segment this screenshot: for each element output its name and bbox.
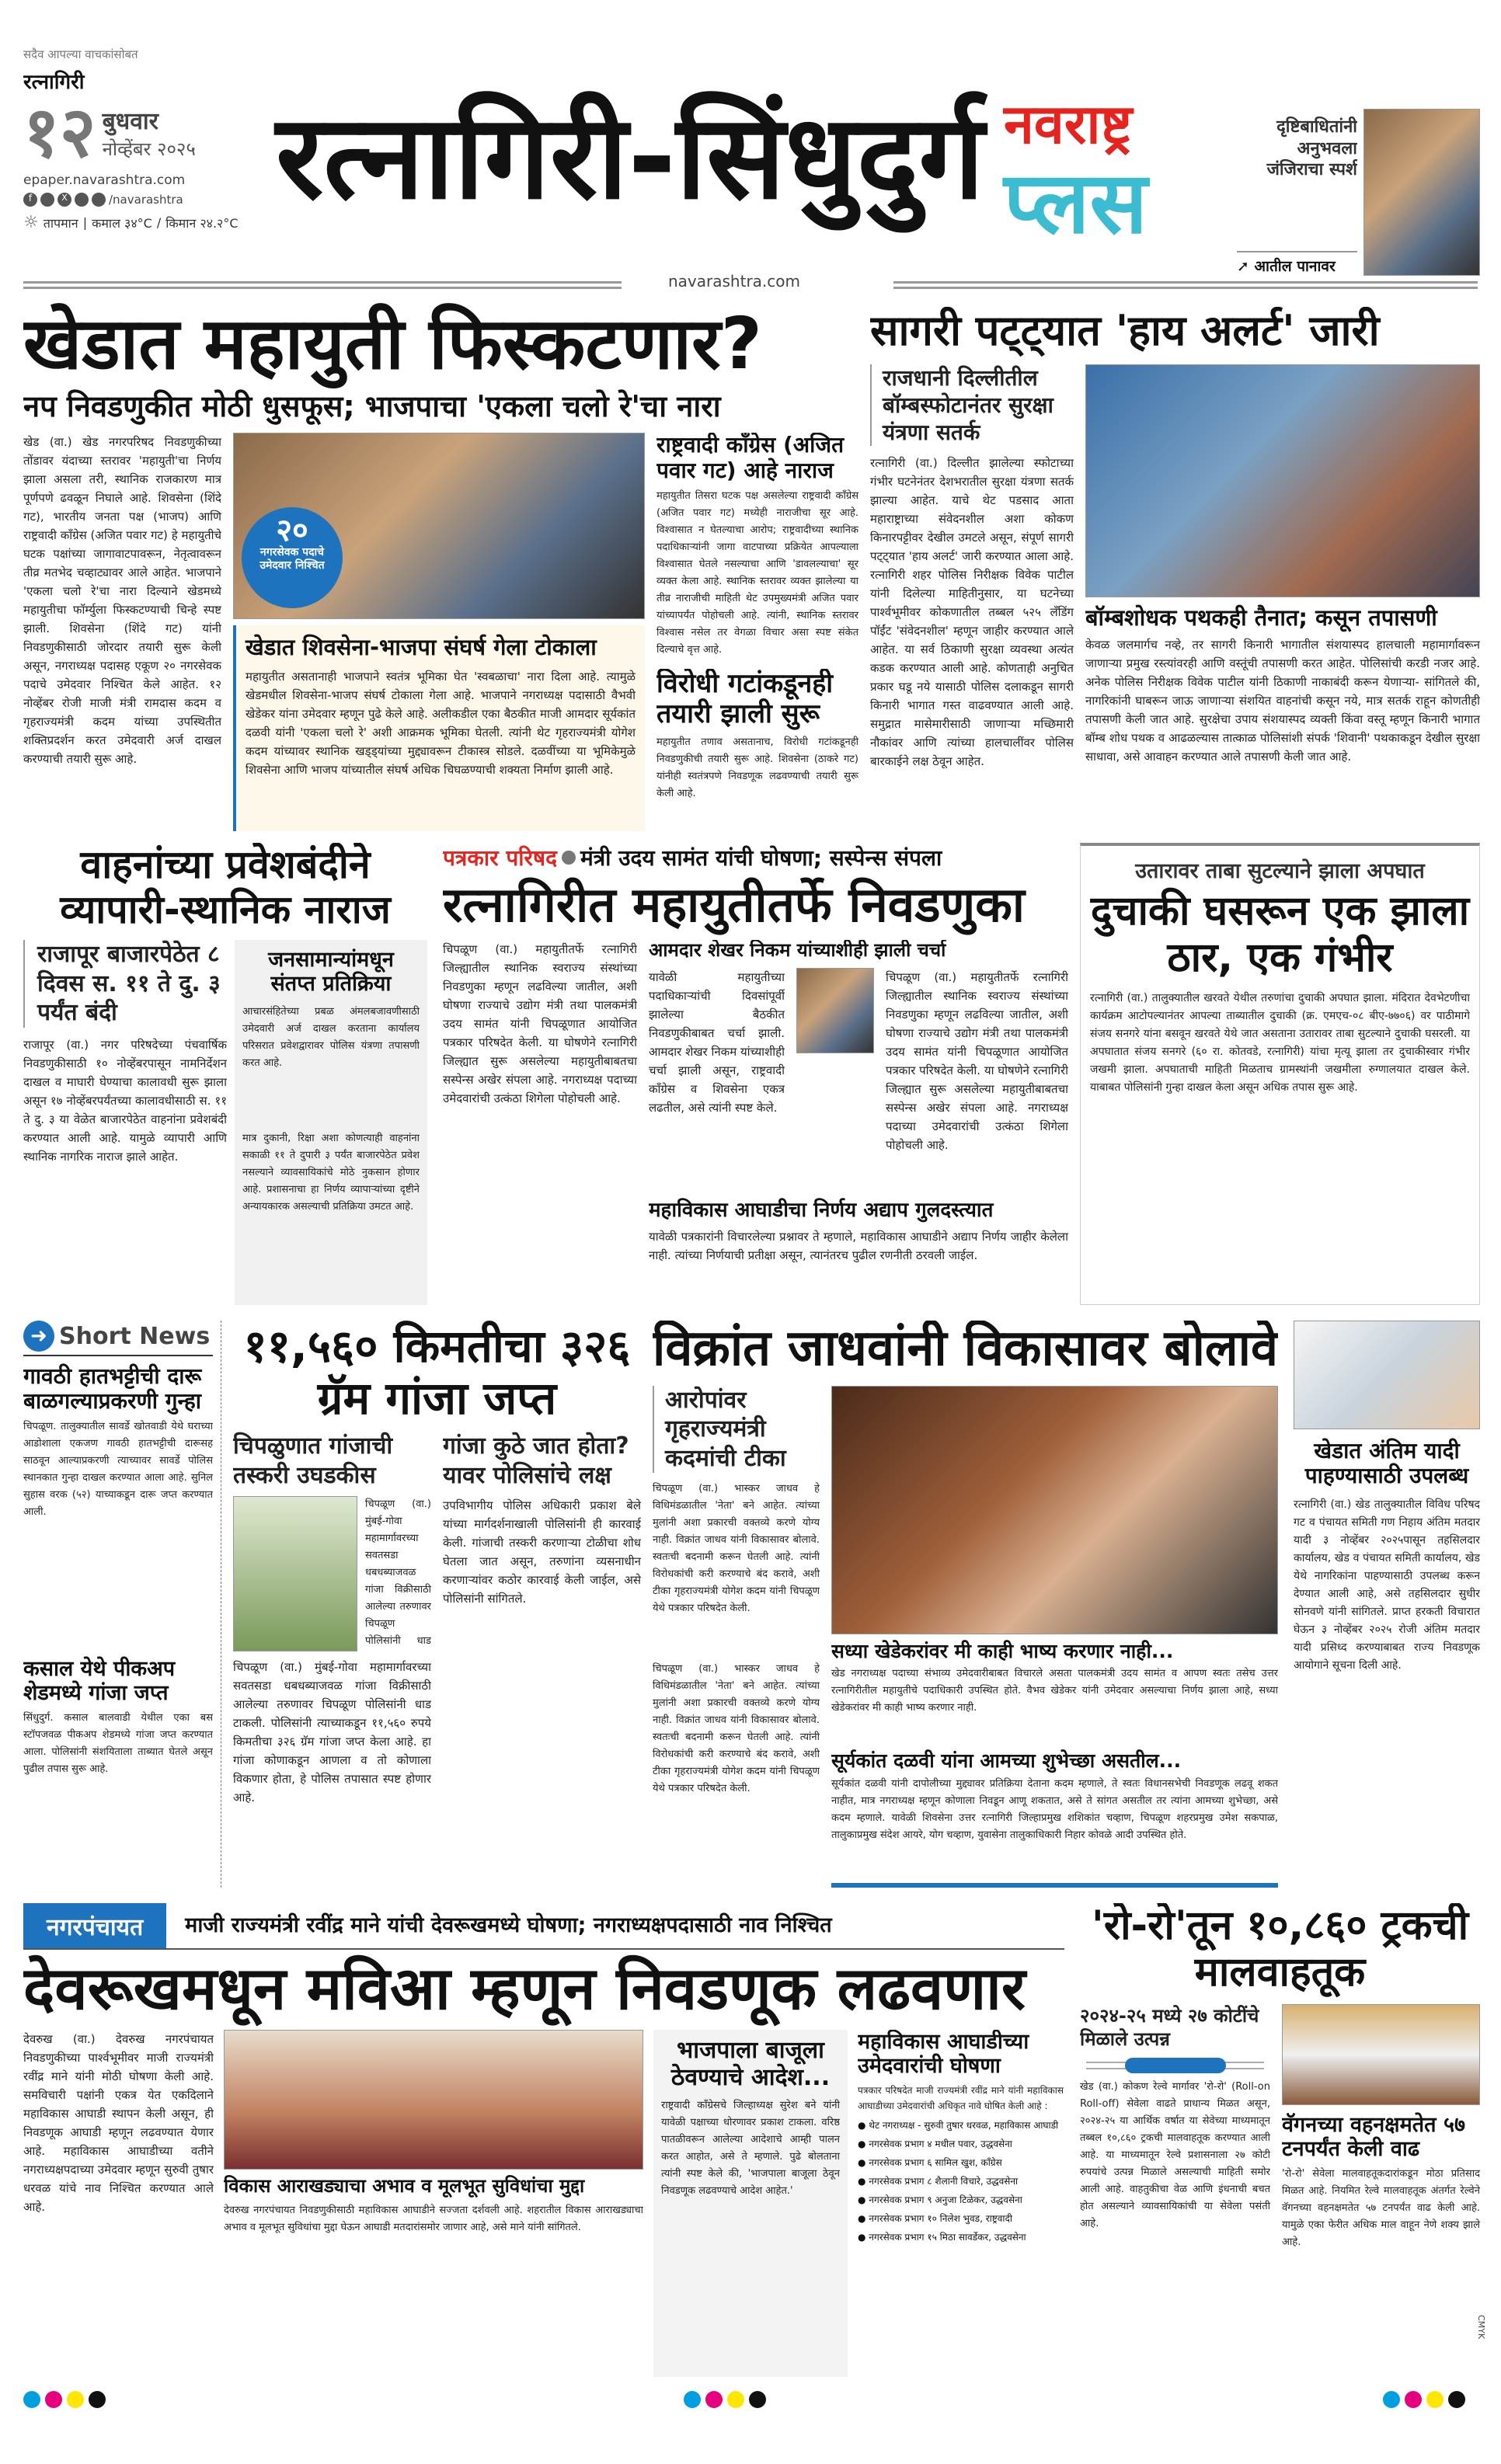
roro-rule [1086, 2062, 1264, 2069]
mva-candidates [858, 2030, 1064, 2377]
registration-dot [705, 2391, 723, 2408]
ganja-photo [233, 1496, 357, 1651]
ratnagiri-story [443, 843, 1068, 1305]
registration-dot [23, 2391, 40, 2408]
opposition-body: महायुतीत तणाव असतानाच, विरोधी गटांकडूनही निवडणुकीची तयारी सुरू आहे. शिवसेना (ठाकरे गट) यांनीही स्वतंत्रपणे निवडणूक लढवण्याची तयारी सुरू केली आहे. [656, 736, 858, 799]
roro-story [1080, 1903, 1480, 2377]
rajapur-box-item: मात्र दुकानी, रिक्षा अशा कोणत्याही वाहनांना सकाळी ११ ते दुपारी ३ पर्यंत बाजारपेठेत प्रवेश नसल्याने व्यावसायिकांचे मोठे नुकसान होणार आहे. प्रशासनाचा हा निर्णय व्यापाऱ्यांच्या दृष्टीने अन्यायकारक असल्याची प्रतिक्रिया उमटत आहे. [242, 1133, 420, 1213]
mva-candidates-headline: महाविकास आघाडीच्या उमेदवारांची घोषणा [858, 2030, 1029, 2079]
candidate-item: ● नगरसेवक प्रभाग ४ मधील पवार, उद्धवसेना [858, 2139, 1012, 2150]
registration-dot [45, 2391, 62, 2408]
temp-min: किमान २४.२°C [165, 215, 239, 231]
social-links [23, 193, 272, 207]
bomb-squad-body: केवळ जलमार्गच नव्हे, तर सागरी किनारी भागातील संशयास्पद हालचाली महामार्गावरून जाणाऱ्या प्रमुख रस्त्यांवरही आणि वस्तूंची तपासणी करत आहेत. पोलिसांची करडी नजर आहे. अनेक पोलिस निरीक्षक विवेक पाटील यांनी ठिकाणी नाकाबंदी करून येणाऱ्या- सांगितले की, नागरिकांनी घाबरून जाऊ जाणाऱ्या संशयित वाहनांची कसून नये, मात्र सतर्क राहून कोणतीही तपासणी केली जात आहे. सुरक्षेचा उपाय संशयास्पद व्यक्ती किंवा वस्तू म्हणून किनारी भागात बॉम्ब शोध पथक व आढळल्यास तात्काळ पोलिसांशी संपर्क 'शिवानी' पथकाकडून देखील सुरक्षा साधावा, असे आवाहन करण्यात आले तपासणी केली जात आहे. [1085, 638, 1480, 764]
wagon-body: 'रो-रो' सेवेला मालवाहतूकदारांकडून मोठा प्रतिसाद मिळत आहे. नियमित रेल्वे मालवाहतूक अंतर्गत रेल्वेने वॅगनच्या वहनक्षमतेत ५७ टनपर्यंत वाढ केली आहे. यामुळे एका फेरीत अधिक माल वाहून नेणे शक्य झाले आहे. [1282, 2167, 1480, 2248]
rajapur-kicker: राजापूर बाजारपेठेत ८ दिवस स. ११ ते दु. ३ पर्यंत बंदी [37, 941, 221, 1026]
registration-dot [1426, 2391, 1444, 2408]
registration-dots-center [684, 2391, 771, 2411]
devrukh-story [23, 1903, 1064, 2377]
accident-box [1080, 843, 1480, 1305]
rajapur-kicker-block [23, 940, 227, 1028]
ncp-body: महायुतीत तिसरा घटक पक्ष असलेल्या राष्ट्रवादी काँग्रेस (अजित पवार गट) मध्येही नाराजीचा सूर आहे. विश्वासात न घेतल्याचा आरोप; राष्ट्रवादीच्या स्थानिक पदाधिकाऱ्यांनी जागा वाटपाच्या प्रक्रियेत आपल्याला विश्वासात घेतले नसल्याचा आणि 'डावलल्याचा' सूर व्यक्त केला आहे. स्थानिक स्तरावर व्यक्त झालेल्या या तीव्र नाराजीची माहिती थेट उपमुख्यमंत्री अजित पवार यांच्यापर्यंत पोहोचली आहे. त्यांनी, स्थानिक स्तरावर विश्वास नसेल तर वेगळा विचार असा स्पष्ट संकेत दिल्याचे वृत्त आहे. [656, 489, 858, 656]
devrukh-caption-body: देवरुख नगरपंचायत निवडणुकीसाठी महाविकास आघाडीने सज्जता दर्शवली आहे. शहरातील विकास आराखड्याचा अभाव व मूलभूत सुविधांचा मुद्दा घेऊन आघाडी मतदारांसमोर जाणार आहे, असे माने यांनी सांगितले. [224, 2204, 643, 2233]
lead-box-headline: खेडात शिवसेना-भाजपा संघर्ष गेला टोकाला [246, 634, 597, 661]
candidate-item: ● नगरसेवक प्रभाग १० निलेश भुवड, राष्ट्रवादी [858, 2213, 1012, 2225]
lead-body: खेड (वा.) खेड नगरपरिषद निवडणुकीच्या तोंडावर यंदाच्या स्तरावर 'महायुती'चा निर्णय झाला असला तरी, स्थानिक राजकारण मात्र पूर्णपणे ढवळून निघाले आहे. शिवसेना (शिंदे गट), भारतीय जनता पक्ष (भाजप) आणि राष्ट्रवादी काँग्रेस (अजित पवार गट) हे महायुतीचे घटक पक्षांच्या जागावाटपावरून, नेतृत्वावरून तीव्र मतभेद चव्हाट्यावर आले आहेत. भाजपाने 'एकला चलो रे'चा नारा दिल्याने खेडमध्ये महायुतीचा फॉर्म्युला फिस्कटण्याची चिन्हे स्पष्ट झाली. शिवसेना (शिंदे गट) यांनी निवडणुकीसाठी जोरदार तयारी सुरू केली असून, नगराध्यक्ष पदासह एकूण २० नगरसेवक पदाचे उमेदवार निश्चित केले आहेत. १२ नोव्हेंबर रोजी माजी मंत्री रामदास कदम व गृहराज्यमंत्री कदम यांच्या उपस्थितीत शक्तिप्रदर्शन करत उमेदवारी अर्ज दाखल करण्याची तयारी सुरू आहे. [23, 435, 221, 767]
coastal-story [870, 307, 1480, 831]
ganja-sub-1: चिपळुणात गांजाची तस्करी उघडकीस [233, 1432, 393, 1489]
lead-box-body: महायुतीत असतानाही भाजपाने स्वतंत्र भूमिका घेत 'स्वबळाचा' नारा दिला आहे. त्यामुळे खेडमधील शिवसेना-भाजप संघर्ष टोकाला गेला आहे. भाजपाने नगराध्यक्ष पदासाठी वैभवी खेडेकर यांना उमेदवार म्हणून पुढे केले आहे. अलीकडील एका बैठकीत माजी आमदार सूर्यकांत दळवी यांनी 'एकला चलो रे' अशी आक्रमक भूमिका घेतली. त्यांनी थेट गृहराज्यमंत्री योगेश कदम यांच्यावर स्थानिक खड्ड्यांच्या मुद्द्यावरून टीकास्त्र सोडले. दळवींच्या या भूमिकेमुळे शिवसेना आणि भाजप यांच्यातील संघर्ष अधिक चिघळण्याची शक्यता निर्माण झाली आहे. [246, 669, 636, 777]
candidates-badge [242, 507, 343, 608]
devrukh-headline: देवरूखमधून मविआ म्हणून निवडणूक लढवणार [23, 1954, 1026, 2023]
brand-bottom: प्लस [1004, 152, 1148, 252]
coastal-kicker: राजधानी दिल्लीतील बॉम्बस्फोटानंतर सुरक्षा यंत्रणा सतर्क [883, 365, 1053, 446]
lead-headline: खेडात महायुती फिस्कटणार? [23, 303, 763, 385]
short-news-column [23, 1321, 221, 1888]
devrukh-kicker-row [23, 1903, 1064, 1950]
teaser-ref[interactable] [1237, 251, 1357, 276]
vikrant-kicker-block [653, 1386, 820, 1474]
arrow-circle-icon: ➚ [1237, 258, 1255, 275]
accident-headline: दुचाकी घसरून एक झाला ठार, एक गंभीर [1090, 888, 1470, 981]
lead-subhead: नप निवडणुकीत मोठी धुसफूस; भाजपाचा 'एकला चलो रे'चा नारा [23, 388, 721, 423]
vikrant-body: चिपळूण (वा.) भास्कर जाधव हे विधिमंडळातील 'नेता' बने आहेत. त्यांच्या मुलांनी अशा प्रकारची वक्तव्ये करणे योग्य नाही. विक्रांत जाधव यांनी विकासावर बोलावे. स्वतःची बदनामी करून घेतली आहे. त्यांनी विरोधकांची करी करण्याचे बंद करावे, अशी टीका गृहराज्यमंत्री योगेश कदम यांनी चिपळूण येथे पत्रकार परिषदेत केली. [653, 1483, 820, 1615]
edition-city: रत्नागिरी [23, 71, 85, 94]
site-url[interactable]: navarashtra.com [668, 272, 800, 291]
voter-list-illustration [1294, 1321, 1480, 1429]
accident-kicker: उतारावर ताबा सुटल्याने झाला अपघात [1135, 859, 1425, 883]
ratnagiri-headline: रत्नागिरीत महायुतीतर्फे निवडणुका [443, 876, 1025, 933]
candidate-list [858, 2114, 1064, 2377]
blue-rule [831, 1883, 1278, 1888]
candidate-item: ● नगरसेवक प्रभाग १५ मिठा सावर्डेकर, उद्धवसेना [858, 2232, 1026, 2243]
vikrant-kicker: आरोपांवर गृहराज्यमंत्री कदमांची टीका [665, 1386, 786, 1472]
weather-sun-cloud-icon: ☼ [23, 213, 39, 232]
badge-text: नगरसेवक पदाचे उमेदवार निश्चित [259, 546, 325, 572]
epaper-link[interactable]: epaper.navarashtra.com [23, 172, 186, 188]
badge-number: २० [276, 513, 308, 549]
registration-dots-right [1383, 2391, 1470, 2411]
rajapur-story [23, 843, 427, 1305]
press-conference-label: पत्रकार परिषद [443, 845, 557, 871]
registration-dot [1405, 2391, 1422, 2408]
cmyk-mark: CMYK [1476, 2315, 1486, 2340]
devrukh-kicker: माजी राज्यमंत्री रवींद्र माने यांची देवरूखमध्ये घोषणा; नगराध्यक्षपदासाठी नाव निश्चित [185, 1913, 832, 1938]
vikrant-photo [831, 1386, 1278, 1634]
vikrant-headline: विक्रांत जाधवांनी विकासावर बोलावे [653, 1321, 1278, 1377]
date-day: १२ [23, 92, 96, 173]
ratnagiri-body: चिपळूण (वा.) महायुतीतर्फे रत्नागिरी जिल्ह्यातील स्थानिक स्वराज्य संस्थांच्या निवडणुका म्हणून लढविल्या जातील, अशी घोषणा राज्याचे उद्योग मंत्री तथा पालकमंत्री उदय सामंत यांनी चिपळूणात आयोजित पत्रकार परिषदेत केली. या घोषणेने रत्नागिरी जिल्ह्यात सुरू असलेल्या महायुतीबाबतचा सस्पेन्स अखेर संपला आहे. नगराध्यक्ष पदाच्या उमेदवारांची उत्कंठा शिगेला पोहोचली आहे. [443, 942, 637, 1106]
rajapur-headline: वाहनांच्या प्रवेशबंदीने व्यापारी-स्थानिक नाराज [60, 843, 391, 932]
coastal-photo [1085, 364, 1480, 597]
coastal-headline: सागरी पट्ट्यात 'हाय अलर्ट' जारी [870, 307, 1380, 355]
mva-pending-headline: महाविकास आघाडीचा निर्णय अद्याप गुलदस्त्यात [649, 1199, 994, 1223]
linkedin-icon[interactable] [92, 193, 106, 207]
rajapur-box [235, 940, 427, 1305]
candidate-item: ● नगरसेवक प्रभाग ९ अनुजा टिळेकर, उद्धवसेना [858, 2194, 1022, 2206]
arrow-right-icon: ➜ [23, 1321, 54, 1352]
ganja-body-2: उपविभागीय पोलिस अधिकारी प्रकाश बेले यांच्या मार्गदर्शनाखाली पोलिसांनी ही कारवाई केली. गांजाची तस्करी करणाऱ्या टोळीचा शोध घेतला जात असून, तरुणांना व्यसनाधीन करणाऱ्यांवर कठोर कारवाई केली जाईल, असे पोलिसांनी सांगितले. [443, 1498, 641, 1606]
devrukh-body: देवरुख (वा.) देवरुख नगरपंचायत निवडणुकीच्या पार्श्वभूमीवर माजी राज्यमंत्री रवींद्र माने यांनी मोठी घोषणा केली आहे. समविचारी पक्षांनी एकत्र येत एकदिलाने महाविकास आघाडी स्थापन केली असून, ही निवडणूक आघाडी म्हणून लढवण्यात येणार आहे. महाविकास आघाडीच्या वतीने नगराध्यक्षपदाच्या उमेदवार म्हणून सुरुवी तुषार धरवळ यांचे नाव निश्चित करण्यात आले आहे. [23, 2032, 214, 2215]
roro-body: खेड (वा.) कोकण रेल्वे मार्गावर 'रो-रो' (Roll-on Roll-off) सेवेला वाढते प्राधान्य मिळत असून, २०२४-२५ या आर्थिक वर्षात या सेवेच्या माध्यमातून तब्बल १०,८६० ट्रकची मालवाहतूक करण्यात आली आहे. या माध्यमातून रेल्वे प्रशासनाला २७ कोटी रुपयांचे उत्पन्न मिळाले असल्याची माहिती समोर आली आहे. वाहतुकीचा वेळ आणि इंधनाची बचत होत असल्याने व्यावसायिकांची या सेवेला पसंती आहे. [1080, 2080, 1270, 2229]
lead-box [233, 625, 645, 831]
ganja-story [233, 1321, 641, 1888]
month-year: नोव्हेंबर २०२५ [102, 138, 196, 160]
teaser-text[interactable]: दृष्टिबाधितांनी अनुभवला जंजिराचा स्पर्श [1266, 117, 1357, 179]
ganja-headline: ११,५६० किमतीचा ३२६ ग्रॅम गांजा जप्त [243, 1321, 631, 1425]
short-news-headline-2: कसाल येथे पीकअप शेडमध्ये गांजा जप्त [23, 1656, 176, 1705]
social-handle: /navarashtra [109, 193, 183, 207]
roro-headline: 'रो-रो'तून १०,८६० ट्रकची मालवाहतूक [1091, 1903, 1469, 1996]
weather-label: तापमान [43, 215, 78, 231]
candidate-item: ● नगरसेवक प्रभाग ८ शैलानी विचारे, उद्धवसेना [858, 2176, 1019, 2187]
nikam-body-cont: चिपळूण (वा.) महायुतीतर्फे रत्नागिरी जिल्ह्यातील स्थानिक स्वराज्य संस्थांच्या निवडणुका म्हणून लढविल्या जातील, अशी घोषणा राज्याचे उद्योग मंत्री तथा पालकमंत्री उदय सामंत यांनी चिपळूणात आयोजित पत्रकार परिषदेत केली. या घोषणेने रत्नागिरी जिल्ह्यात सुरू असलेल्या महायुतीबाबतचा सस्पेन्स अखेर संपला आहे. नगराध्यक्ष पदाच्या उमेदवारांची उत्कंठा शिगेला पोहोचली आहे. [886, 969, 1068, 1152]
weekday: बुधवार [102, 108, 158, 135]
masthead-rule-left [23, 281, 622, 289]
khedekar-headline: सध्या खेडेकरांवर मी काही भाष्य करणार नाही... [831, 1639, 1174, 1662]
vikrant-story [653, 1321, 1278, 1888]
masthead-rule-right [893, 281, 1478, 289]
registration-dot [89, 2391, 106, 2408]
coastal-kicker-block [870, 364, 1074, 446]
ganja-body: चिपळूण (वा.) मुंबई-गोवा महामार्गावरच्या सवतसडा धबधब्याजवळ गांजा विक्रीसाठी आलेल्या तरुणावर चिपळूण पोलिसांनी धाड टाकली. पोलिसांनी त्याच्याकडून ११,५६० रुपये किमतीचा ३२६ ग्रॅम गांजा जप्त केला आहे. हा गांजा कोणाकडून आणला व तो कोणाला विकणार होता, हे पोलिस तपासात स्पष्ट होणार आहे. [233, 1660, 431, 1805]
registration-dot [684, 2391, 701, 2408]
ncp-headline: राष्ट्रवादी काँग्रेस (अजित पवार गट) आहे नाराज [656, 433, 845, 483]
tagline: सदैव आपल्या वाचकांसोबत [23, 47, 138, 61]
bjp-aside-headline: भाजपाला बाजूला ठेवण्याचे आदेश... [670, 2037, 831, 2091]
registration-dot [727, 2391, 744, 2408]
brand-top: नवराष्ट्र [1004, 92, 1133, 156]
vikrant-body-cont: चिपळूण (वा.) भास्कर जाधव हे विधिमंडळातील 'नेता' बने आहेत. त्यांच्या मुलांनी अशा प्रकारची वक्तव्ये करणे योग्य नाही. विक्रांत जाधव यांनी विकासावर बोलावे. स्वतःची बदनामी करून घेतली आहे. त्यांनी विरोधकांची करी करण्याचे बंद करावे, अशी टीका गृहराज्यमंत्री योगेश कदम यांनी चिपळूण येथे पत्रकार परिषदेत केली. [653, 1663, 820, 1795]
bjp-aside-body: राष्ट्रवादी काँग्रेसचे जिल्हाध्यक्ष सुरेश बने यांनी यावेळी पक्षाच्या धोरणावर प्रकाश टाकला. वरिष्ठ पातळीवरून आलेल्या आदेशाचे आम्ही पालन करत आहोत, असे ते म्हणाले. पुढे बोलताना त्यांनी स्पष्ट केले की, 'भाजपाला बाजूला ठेवून निवडणूक लढवण्याचे आदेश आहेत.' [661, 2100, 840, 2198]
short-news-headline: गावठी हातभट्टीची दारू बाळगल्याप्रकरणी गुन्हा [23, 1363, 202, 1415]
mva-candidates-intro: पत्रकार परिषदेत माजी राज्यमंत्री रवींद्र माने यांनी महाविकास आघाडीच्या उमेदवारांची अधिकृत नावे घोषित केली आहे : [858, 2085, 1064, 2112]
opposition-headline: विरोधी गटांकडूनही तयारी झाली सुरू [656, 668, 834, 729]
ncp-story [656, 433, 858, 660]
rajapur-body: राजापूर (वा.) नगर परिषदेच्या पंचवार्षिक निवडणुकीसाठी १० नोव्हेंबरपासून नामनिर्देशन दाखल व माघारी घेण्याचा कालावधी सुरू झाला असून १७ नोव्हेंबरपर्यंतच्या कालावधीसाठी स. ११ ते दु. ३ या वेळेत बाजारपेठेत वाहनांना प्रवेशबंदी करण्यात आली आहे. यामुळे व्यापारी आणि स्थानिक नागरिक नाराज झाले आहेत. [23, 1037, 227, 1164]
devrukh-group-photo [224, 2030, 643, 2170]
ratnagiri-kicker-row [443, 843, 1068, 872]
bullet-icon [562, 851, 576, 865]
dalvi-headline: सूर्यकांत दळवी यांना आमच्या शुभेच्छा असतील... [831, 1749, 1182, 1773]
ratnagiri-kicker: मंत्री उदय सामंत यांची घोषणा; सस्पेन्स संपला [580, 845, 942, 871]
lead-story [23, 303, 858, 831]
accident-body: रत्नागिरी (वा.) तालुक्यातील खरवते येथील तरुणांचा दुचाकी अपघात झाला. मंदिरात देवभेटणीचा कार्यक्रम आटोपल्यानंतर आपल्या ताब्यातील दुचाकी (क्र. एमएच-०८ बीए-७७०६) वर पाठीमागे संजय सनगरे यांना बसवून खरवते येथे जात असताना उतारावर ताबा सुटल्याने दुचाकी घसरली. या अपघातात संजय सनगरे (६० रा. कोतवडे, रत्नागिरी) यांचा मृत्यू झाला तर दुचाकीस्वार गंभीर जखमी झाला. अपघाताची माहिती मिळताच ग्रामस्थांनी जखमीला रुग्णालयात दाखल केले. याबाबत पोलिसांनी गुन्हा दाखल केला असून अधिक तपास सुरू आहे. [1090, 991, 1470, 1094]
dalvi-body: सूर्यकांत दळवी यांनी दापोलीच्या मुद्द्यावर प्रतिक्रिया देताना कदम म्हणाले, ते स्वतः विधानसभेची निवडणूक लढवू शकत नाहीत, मात्र नगराध्यक्ष म्हणून कोणाला निवडून आणू शकतात, असे ते सांगत असतील तर त्यांना आमच्या शुभेच्छा, असे कदम म्हणाले. यावेळी शिवसेना उत्तर रत्नागिरी जिल्हाप्रमुख शशिकांत चव्हाण, चिपळूण शहरप्रमुख उमेश सकपाळ, तालुकाप्रमुख संदेश आयरे, योग चव्हाण, युवासेना तालुकाधिकारी निहार कोवळे आदी उपस्थित होते. [831, 1778, 1278, 1842]
nikam-photo [796, 968, 874, 1053]
nikam-headline: आमदार शेखर निकम यांच्याशीही झाली चर्चा [649, 940, 946, 962]
weather: ☼ तापमान | कमाल ३४°C / किमान २४.२°C [23, 213, 239, 232]
nagarpanchayat-label: नगरपंचायत [23, 1903, 166, 1948]
teaser-ref-label: आतील पानावर [1254, 258, 1336, 275]
opposition-story [656, 669, 858, 831]
temp-max: कमाल ३४°C [92, 215, 152, 231]
short-news-body: चिपळूण. तालुक्यातील सावर्डे खोतवाडी येथे घराच्या आडोशाला एकजण गावठी हातभट्टीची दारूसह साठवून आल्याप्रकरणी त्याच्यावर सावर्डे पोलिस स्थानकात गुन्हा दाखल करण्यात आला आहे. सुनिल सुहास वरक (५२) याच्याकडून दारू जप्त करण्यात आली. [23, 1421, 213, 1519]
ganja-body-top: चिपळूण (वा.) मुंबई-गोवा महामार्गावरच्या सवतसडा धबधब्याजवळ गांजा विक्रीसाठी आलेल्या तरुणावर चिपळूण पोलिसांनी धाड [365, 1498, 431, 1648]
devrukh-caption-headline: विकास आराखड्याचा अभाव व मूलभूत सुविधांचा मुद्दा [224, 2175, 585, 2198]
brand-logo [1004, 93, 1221, 250]
candidate-item: ● नगरसेवक प्रभाग ६ सामिल खुश, काँग्रेस [858, 2157, 1002, 2169]
teaser-photo[interactable] [1363, 109, 1480, 276]
wagon-headline: वॅगनच्या वहनक्षमतेत ५७ टनपर्यंत केली वाढ [1282, 2112, 1466, 2161]
registration-dot [1383, 2391, 1400, 2408]
lead-photo-politicians [233, 433, 645, 619]
khed-list-headline: खेडात अंतिम यादी पाहण्यासाठी उपलब्ध [1304, 1438, 1469, 1489]
registration-dot [749, 2391, 766, 2408]
short-news-body-2: सिंधुदुर्ग. कसाल बालवाडी येथील एका बस स्टॉपजवळ पीकअप शेडमध्ये गांजा जप्त करण्यात आला. पोलिसांनी संशयिताला ताब्यात घेतले असून पुढील तपास सुरू आहे. [23, 1711, 213, 1775]
x-icon[interactable]: X [57, 193, 71, 207]
teaser-block [1237, 117, 1357, 276]
registration-dots-left [23, 2391, 110, 2411]
masthead-left [23, 47, 272, 280]
short-news-label: Short News [59, 1322, 211, 1350]
youtube-icon[interactable] [75, 193, 89, 207]
roro-kicker: २०२४-२५ मध्ये २७ कोटींचे मिळाले उत्पन्न [1080, 2004, 1259, 2050]
rajapur-box-item: आचारसंहितेच्या प्रबळ अंमलबजावणीसाठी उमेदवारी अर्ज दाखल करताना कार्यालय परिसरात प्रवेशद्वारावर पोलिस यंत्रणा तपासणी करत आहे. [242, 1006, 420, 1070]
registration-dot [67, 2391, 84, 2408]
bjp-aside [653, 2030, 848, 2377]
mva-pending-body: यावेळी पत्रकारांनी विचारलेल्या प्रश्नावर ते म्हणाले, महाविकास आघाडीने अद्याप निर्णय जाहीर केलेला नाही. त्यांच्या निर्णयाची प्रतीक्षा असून, त्यानंतरच पुढील रणनीती ठरवली जाईल. [649, 1230, 1068, 1262]
title-wrap [276, 85, 998, 264]
registration-dot [1448, 2391, 1465, 2408]
coastal-body: रत्नागिरी (वा.) दिल्लीत झालेल्या स्फोटाच्या गंभीर घटनेनंतर देशभरातील सुरक्षा यंत्रणा सतर्क झाल्या आहेत. याचे थेट पडसाद आता महाराष्ट्राच्या संवेदनशील अशा कोकण किनारपट्टीवर देखील उमटले असून, संपूर्ण सागरी पट्ट्यात 'हाय अलर्ट' जारी करण्यात आला आहे. रत्नागिरी शहर पोलिस निरीक्षक विवेक पाटील यांनी दिलेल्या माहितीनुसार, या घटनेच्या पार्श्वभूमीवर कोकणातील तब्बल ५२५ लँडिंग पॉईंट 'संवेदनशील' म्हणून जाहीर करण्यात आले आहेत. या सर्व ठिकाणी सुरक्षा व्यवस्था अत्यंत कडक करण्यात आली आहे. कोणताही अनुचित प्रकार घडू नये यासाठी पोलिस दलाकडून सागरी किनारी भागात गस्त वाढवण्यात आली आहे. समुद्रात मासेमारीसाठी जाणाऱ्या मच्छिमारी नौकांवर आणि त्यांच्या हालचालींवर पोलिस बारकाईने लक्ष ठेवून आहेत. [870, 456, 1074, 769]
instagram-icon[interactable] [40, 193, 54, 207]
rajapur-box-headline: जनसामान्यांमधून संतप्त प्रतिक्रिया [268, 948, 394, 997]
roro-photo [1282, 2004, 1480, 2105]
ganja-sub-2: गांजा कुठे जात होता? यावर पोलिसांचे लक्ष [443, 1432, 629, 1489]
khed-list-story [1294, 1321, 1480, 1888]
nikam-body: यावेळी महायुतीच्या पदाधिकाऱ्यांची दिवसांपूर्वी झालेल्या बैठकीत निवडणुकीबाबत चर्चा झाली. आमदार शेखर निकम यांच्याशीही चर्चा झाली असून, राष्ट्रवादी काँग्रेस व शिवसेना एकत्र लढतील, असे त्यांनी स्पष्ट केले. [649, 969, 785, 1115]
khed-list-body: रत्नागिरी (वा.) खेड तालुक्यातील विविध परिषद गट व पंचायत समिती गण निहाय अंतिम मतदार यादी ३ नोव्हेंबर २०२५पासून तहसिलदार कार्यालय, खेड व पंचायत समिती कार्यालय, खेड येथे नागरिकांना पाहण्यासाठी उपलब्ध करून देण्यात आली आहे, असे तहसिलदार सुधीर सोनवणे यांनी सांगितले. प्राप्त हरकती विचारात घेऊन ३ नोव्हेंबर २०२५ रोजी अंतिम मतदार यादी प्रसिध्द करण्याबाबत राज्य निवडणूक आयोगाने सूचना दिली आहे. [1294, 1498, 1480, 1672]
bomb-squad-headline: बॉम्बशोधक पथकही तैनात; कसून तपासणी [1085, 604, 1437, 632]
candidate-item: ● थेट नगराध्यक्ष - सुरुवी तुषार धरवळ, महाविकास आघाडी [858, 2120, 1059, 2132]
facebook-icon[interactable]: f [23, 193, 37, 207]
khedekar-body: खेड नगराध्यक्ष पदाच्या संभाव्य उमेदवारीबाबत विचारले असता पालकमंत्री उदय सामंत व आपण स्वतः तसेच उत्तर रत्नागिरीतील महायुतीचे पदाधिकारी उपस्थित होते. वैभव खेडेकर यांनी उमेदवार असल्याचा निर्णय झाला आहे, सध्या खेडेकरांवर मी काही भाष्य करणार नाही. [831, 1668, 1278, 1714]
newspaper-title: रत्नागिरी-सिंधुदुर्ग [276, 90, 984, 225]
